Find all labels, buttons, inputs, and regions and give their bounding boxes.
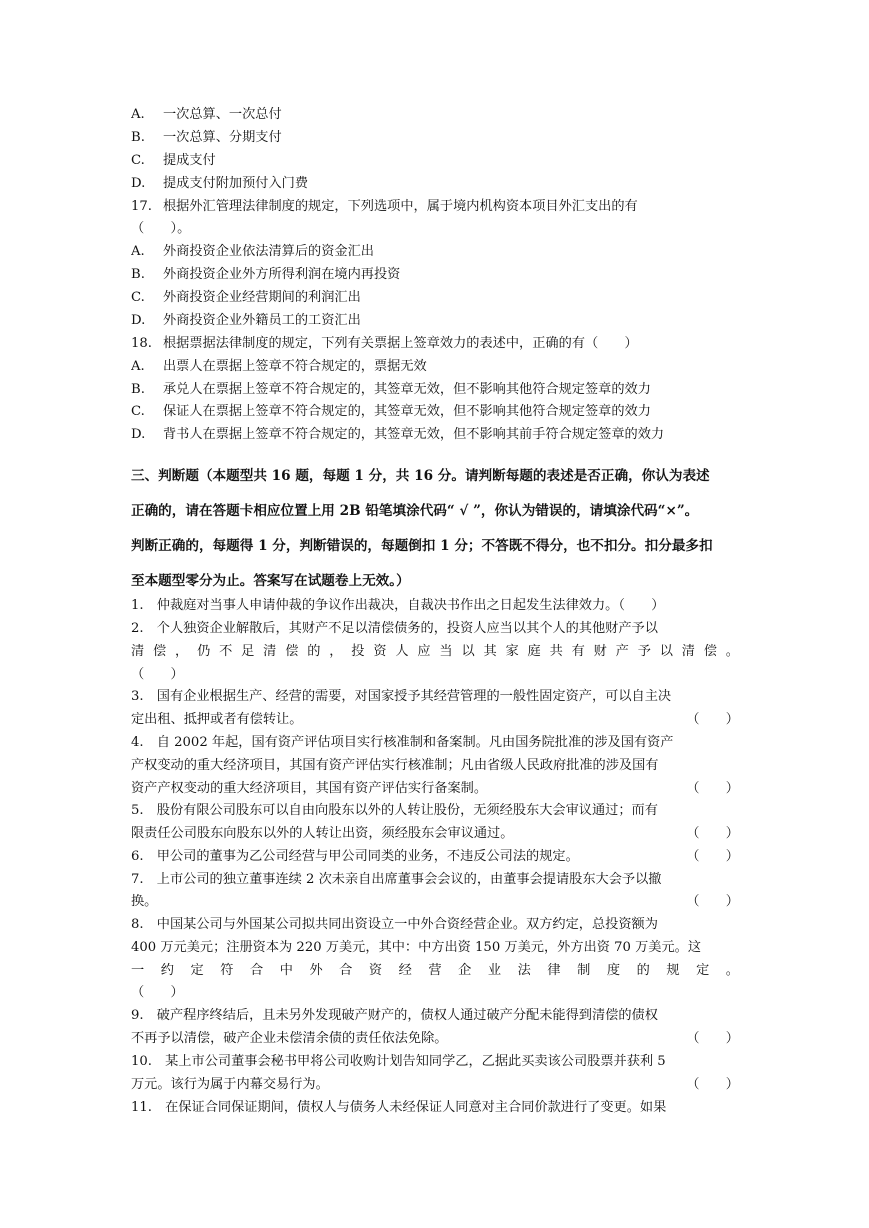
option-label: B. — [131, 267, 145, 282]
option-label: C. — [131, 404, 145, 419]
question-text: 资产产权变动的重大经济项目，其国有资产评估实行备案制。 — [131, 781, 488, 796]
section-heading-line-3: 判断正确的，每题得 1 分，判断错误的，每题倒扣 1 分；不答既不得分，也不扣分。扣分最多扣 — [131, 538, 713, 554]
tf-question-2-paren: （ ） — [131, 667, 184, 682]
q16-option-d — [131, 173, 739, 196]
option-text: 一次总算、分期支付 — [163, 130, 282, 145]
option-text: 外商投资企业经营期间的利润汇出 — [163, 290, 361, 305]
tf-question-2-line-2: 清偿，仍不足清偿的，投资人应当以其家庭共有财产予以清偿。 — [131, 644, 739, 659]
q17-stem — [131, 196, 739, 219]
tf-question-1: 1. 仲裁庭对当事人申请仲裁的争议作出裁决，自裁决书作出之日起发生法律效力。（ ） — [131, 598, 665, 613]
tf-question-4-line-3 — [131, 778, 739, 801]
question-text: 万元。该行为属于内幕交易行为。 — [131, 1077, 329, 1092]
tf-question-8-line-1: 8. 中国某公司与外国某公司拟共同出资设立一中外合资经营企业。双方约定，总投资额为 — [131, 917, 658, 932]
q18-option-b — [131, 379, 739, 402]
answer-paren: （ ） — [686, 849, 739, 864]
answer-paren: （ ） — [686, 894, 739, 909]
option-text: 外商投资企业外籍员工的工资汇出 — [163, 313, 361, 328]
question-text: 限责任公司股东向股东以外的人转让出资，须经股东会审议通过。 — [131, 826, 514, 841]
tf-question-10-line-1: 10. 某上市公司董事会秘书甲将公司收购计划告知同学乙，乙据此买卖该公司股票并获利 5 — [131, 1054, 666, 1069]
option-text: 一次总算、一次总付 — [163, 107, 282, 122]
tf-question-2-line-1: 2. 个人独资企业解散后，其财产不足以清偿债务的，投资人应当以其个人的其他财产予以 — [131, 621, 658, 636]
option-text: 保证人在票据上签章不符合规定的，其签章无效，但不影响其他符合规定签章的效力 — [163, 404, 651, 419]
option-label: D. — [131, 176, 146, 191]
question-text: 定出租、抵押或者有偿转让。 — [131, 712, 303, 727]
option-text: 提成支付附加预付入门费 — [163, 176, 309, 191]
tf-question-6 — [131, 846, 739, 869]
option-text: 背书人在票据上签章不符合规定的，其签章无效，但不影响其前手符合规定签章的效力 — [163, 427, 665, 442]
q18-option-c — [131, 401, 739, 424]
answer-paren: （ ） — [686, 712, 739, 727]
option-text: 出票人在票据上签章不符合规定的，票据无效 — [163, 359, 427, 374]
q16-option-c — [131, 150, 739, 173]
q18-option-d — [131, 424, 739, 447]
answer-paren: （ ） — [686, 1077, 739, 1092]
tf-question-5-line-2 — [131, 823, 739, 846]
question-text: 换。 — [131, 894, 158, 909]
tf-question-10-line-2 — [131, 1074, 739, 1097]
tf-question-9-line-1: 9. 破产程序终结后，且未另外发现破产财产的，债权人通过破产分配未能得到清偿的债权 — [131, 1008, 658, 1023]
question-number: 18. — [131, 336, 152, 351]
tf-question-8-line-2: 400 万元美元；注册资本为 220 万美元，其中：中方出资 150 万美元，外方出资 70 万美元。这 — [131, 940, 702, 955]
option-label: D. — [131, 427, 146, 442]
question-text: 根据外汇管理法律制度的规定，下列选项中，属于境内机构资本项目外汇支出的有 — [163, 199, 638, 214]
section-heading-line-1: 三、判断题（本题型共 16 题，每题 1 分，共 16 分。请判断每题的表述是否正确，你认为表述 — [131, 468, 710, 484]
tf-question-7-line-1: 7. 上市公司的独立董事连续 2 次未亲自出席董事会会议的，由董事会提请股东大会予以撤 — [131, 872, 662, 887]
q17-option-a — [131, 241, 739, 264]
tf-question-4-line-2: 产权变动的重大经济项目，其国有资产评估实行核准制；凡由省级人民政府批准的涉及国有 — [131, 758, 659, 773]
tf-question-4-line-1: 4. 自 2002 年起，国有资产评估项目实行核准制和备案制。凡由国务院批准的涉及国有资产 — [131, 735, 674, 750]
option-label: C. — [131, 153, 145, 168]
question-text: 不再予以清偿，破产企业未偿清余债的责任依法免除。 — [131, 1031, 448, 1046]
tf-question-3-line-1: 3. 国有企业根据生产、经营的需要，对国家授予其经营管理的一般性固定资产，可以自主决 — [131, 689, 672, 704]
q17-stem-cont: （ ）。 — [131, 221, 191, 236]
option-text: 提成支付 — [163, 153, 216, 168]
tf-question-9-line-2 — [131, 1028, 739, 1051]
answer-paren: （ ） — [686, 826, 739, 841]
tf-question-7-line-2 — [131, 891, 739, 914]
option-label: A. — [131, 107, 145, 122]
option-label: A. — [131, 244, 145, 259]
tf-question-11-line-1: 11. 在保证合同保证期间，债权人与债务人未经保证人同意对主合同价款进行了变更。如果 — [131, 1100, 667, 1115]
q17-option-c — [131, 287, 739, 310]
option-label: B. — [131, 130, 145, 145]
tf-question-8-paren: （ ） — [131, 985, 184, 1000]
q17-option-d — [131, 310, 739, 333]
answer-paren: （ ） — [686, 1031, 739, 1046]
option-label: B. — [131, 382, 145, 397]
q17-option-b — [131, 264, 739, 287]
question-number: 17. — [131, 199, 152, 214]
option-text: 外商投资企业外方所得利润在境内再投资 — [163, 267, 401, 282]
q16-option-a — [131, 104, 739, 127]
tf-question-5-line-1: 5. 股份有限公司股东可以自由向股东以外的人转让股份，无须经股东大会审议通过；而有 — [131, 803, 658, 818]
option-label: A. — [131, 359, 145, 374]
tf-question-3-line-2 — [131, 709, 739, 732]
answer-paren: （ ） — [686, 781, 739, 796]
q16-option-b — [131, 127, 739, 150]
section-heading-line-2: 正确的，请在答题卡相应位置上用 2B 铅笔填涂代码“ √ ”，你认为错误的，请填涂代码“×”。 — [131, 503, 699, 519]
q18-stem — [131, 333, 739, 356]
option-text: 外商投资企业依法清算后的资金汇出 — [163, 244, 374, 259]
option-text: 承兑人在票据上签章不符合规定的，其签章无效，但不影响其他符合规定签章的效力 — [163, 382, 651, 397]
tf-question-8-line-3: 一约定符合中外合资经营企业法律制度的规定。 — [131, 963, 739, 978]
q18-option-a — [131, 356, 739, 379]
option-label: D. — [131, 313, 146, 328]
section-heading-line-4: 至本题型零分为止。答案写在试题卷上无效。） — [131, 573, 410, 589]
option-label: C. — [131, 290, 145, 305]
question-text: 6. 甲公司的董事为乙公司经营与甲公司同类的业务，不违反公司法的规定。 — [131, 849, 579, 864]
question-text: 根据票据法律制度的规定，下列有关票据上签章效力的表述中，正确的有（ ） — [163, 336, 638, 351]
